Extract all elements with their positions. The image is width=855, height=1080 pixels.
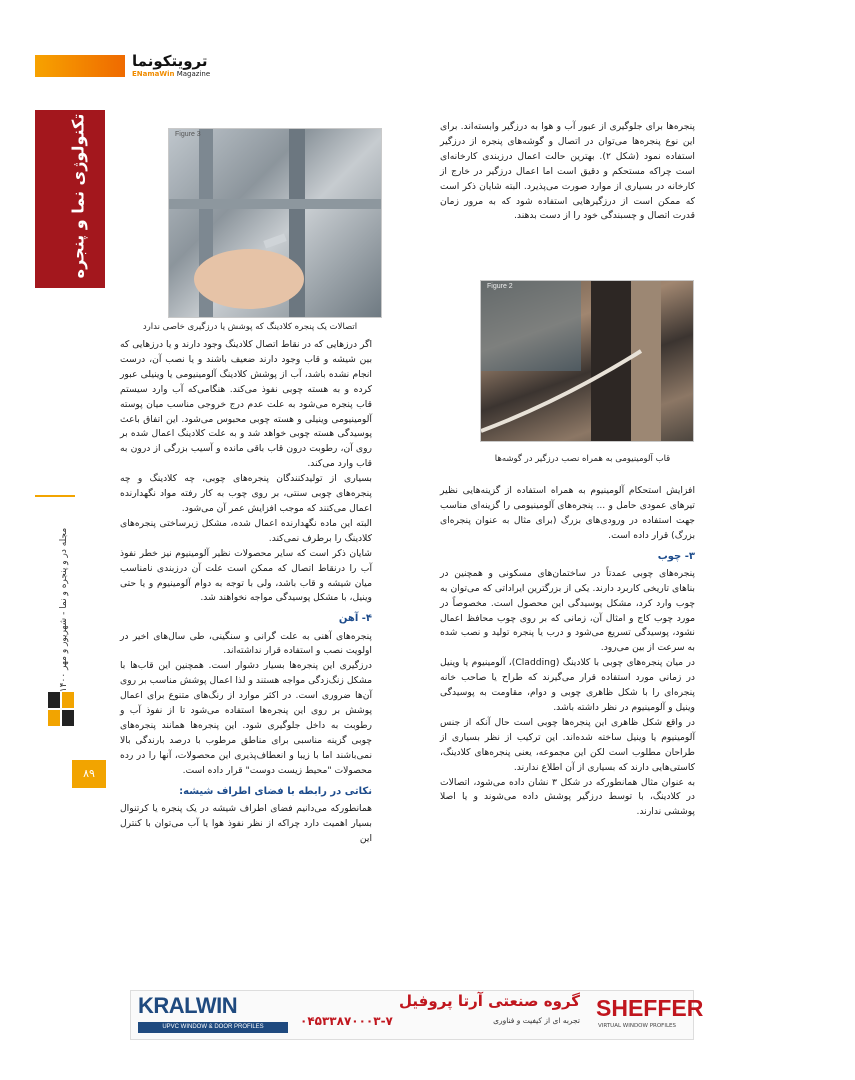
- page-number: ۸۹: [72, 760, 106, 788]
- logo-latin-suffix: Magazine: [174, 70, 211, 78]
- ad-title: گروه صنعتی آرتا پروفیل: [399, 992, 580, 1010]
- paragraph: در واقع شکل ظاهری این پنجره‌ها چوبی است حال آنکه از جنس آلومینیوم یا وینیل ساخته شده‌اند. این ترکیب از نظر بسیاری از طراحان مطلوب است لکن این مجموعه، یعنی پنجره‌های کلادینگ، کاستی‌هایی دارند که بسیاری از آن اطلاع ندارند.: [440, 716, 695, 773]
- magazine-logo-latin: [132, 70, 210, 78]
- logo-latin-name: ENamaWin: [132, 70, 175, 78]
- figure-3-illustration: [169, 129, 381, 317]
- figure-2-label: Figure 2: [487, 283, 513, 290]
- figure-3-label: Figure 3: [175, 131, 201, 138]
- figure-3-caption: اتصالات یک پنجره کلادینگ که پوشش یا درزگیری خاصی ندارد: [142, 322, 358, 332]
- figure-2-illustration: [481, 281, 693, 441]
- paragraph: بسیاری از تولیدکنندگان پنجره‌های چوبی، چه کلادینگ و چه پنجره‌های چوبی سنتی، بر روی چوب به کار رفته مواد نگهدارنده اعمال می‌کنند که موجب افزایش عمر آن می‌شود.: [120, 473, 372, 514]
- figure-2-caption: قاب آلومینیومی به همراه نصب درزگیر در گوشه‌ها: [494, 454, 671, 464]
- paragraph: در میان پنجره‌های چوبی با کلادینگ (Cladding)، آلومینیوم یا وینیل در زمانی مورد استفاده قرار می‌گیرند که طراح یا صاحب خانه پنجره‌ای را با شکل ظاهری چوبی و دوام، مقاومت به پوسیدگی وینیل و آلومینیوم در نظر داشته باشد.: [440, 657, 695, 713]
- paragraph: البته این ماده نگهدارنده اعمال شده، مشکل زیرساختی پنجره‌های کلادینگ را برطرف نمی‌کند.: [120, 517, 372, 544]
- paragraph: درزگیری این پنجره‌ها بسیار دشوار است. همچنین این قاب‌ها با مشکل زنگ‌زدگی مواجه هستند و لذا اعمال پوشش مناسب بر روی آن‌ها ضروری است. در اکثر موارد از رنگ‌های متنوع برای اعمال پوشش بر روی این پنجره‌ها استفاده می‌شود تا از نفوذ آب و رطوبت به داخل جلوگیری شود. این پنجره‌ها همانند پنجره‌های چوبی گزینه مناسبی برای مناطق مرطوب با درصد بارندگی بالا نمی‌باشند اما با زیبا و انعطاف‌پذیری این محصولات، آنها را در رده محصولات "محیط زیست دوست" قرار داده است.: [120, 660, 372, 776]
- magazine-logo: ترویتکونما: [132, 52, 208, 70]
- paragraph: پنجره‌ها برای جلوگیری از عبور آب و هوا به درزگیر وابسته‌اند. برای این نوع پنجره‌ها می‌توان در اتصال و گوشه‌های پنجره از درزگیر استفاده نمود (شکل ۲). بهترین حالت اعمال درزبندی کارخانه‌ای است چراکه مستحکم و دقیق است اما اعمال درزگیر در خارج از کارخانه در بسیاری از موارد صورت می‌پذیرد. البته شایان ذکر است که ممکن است از درزگیرهایی استفاده شود که به مرور زمان قدرت اتصال و چسبندگی خود را از دست بدهند.: [440, 121, 695, 222]
- paragraph: به عنوان مثال همانطورکه در شکل ۳ نشان داده می‌شود، اتصالات در کلادینگ، با توسط درزگیر پوشش داده می‌شوند و یا اصلا پوششی ندارند.: [440, 776, 695, 818]
- article-column-right: [440, 484, 695, 820]
- figure-2-image: [480, 280, 694, 442]
- header-accent-bar: [35, 55, 125, 77]
- kralwin-logo: KRALWIN: [138, 993, 238, 1018]
- ad-subtitle: تجربه ای از کیفیت و فناوری: [493, 1016, 580, 1025]
- paragraph: شایان ذکر است که سایر محصولات نظیر آلومینیوم نیز خطر نفوذ آب را درنقاط اتصال که ممکن است علت آن درزبندی نامناسب میان شیشه و قاب باشد، ولی با توجه به دوام آلومینیوم و یا حتی وینیل، با مشکل پوسیدگی مواجه نخواهند شد.: [120, 547, 372, 604]
- sheffer-logo: SHEFFER: [596, 995, 704, 1021]
- paragraph: پنجره‌های آهنی به علت گرانی و سنگینی، طی سال‌های اخیر در اولویت نصب و استفاده قرار ندا‌شته‌اند.: [120, 630, 372, 657]
- sheffer-tagline: VIRTUAL WINDOW PROFILES: [598, 1023, 676, 1029]
- ad-phone-number: ۰۴۵۳۳۸۷۰۰۰۳-۷: [300, 1014, 393, 1028]
- section-heading-glass-notes: نکاتی در رابطه با فضای اطراف شیشه:: [179, 785, 372, 797]
- sidebar-accent-line: [35, 495, 75, 497]
- paragraph: پنجره‌های چوبی عمدتاً در ساختمان‌های مسکونی و همچنین در بناهای تاریخی کاربرد دارند. یکی از بزرگترین ایراداتی که می‌توان به چوب وارد کرد، مشکل پوسیدگی این محصول است. مخصوصاً در مورد چوب کاج و امثال آن، زمانی که بر روی چوب محافظ اعمال نشود، پوسیدگی تسریع می‌شود و درب یا پنجره تولید و نصب شده به سرعت از بین می‌رود.: [440, 567, 695, 654]
- window-logo-icon: [46, 690, 76, 730]
- paragraph: همانطورکه می‌دانیم فضای اطراف شیشه در یک پنجره یا کرتنوال بسیار اهمیت دارد چراکه از نظر نفوذ هوا یا آب می‌توان با کنترل این: [120, 802, 372, 844]
- paragraph: اگر درزهایی که در نقاط اتصال کلادینگ وجود دارند و یا درزهایی که بین شیشه و قاب وجود دارند ضعیف باشند و یا نصب آن، درست انجام نشده باشد، آب از پوشش کلادینگ آلومینیومی یا وینیلی عبور کرده و به هسته چوبی نفوذ می‌کند. هنگامی‌که آب وارد سیستم قاب پنجره می‌شود به علت عدم درج خروجی مناسب میان پوسته آلومینیومی وینیلی و هسته چوبی محبوس می‌شود. این اتفاق باعث پوسیدگی هسته چوبی خواهد شد و به علت کلادینگ اعمال شده بر روی آن، رطوبت درون قاب باقی مانده و آسیب بزرگی از درون به قاب وارد می‌کند.: [120, 339, 372, 470]
- article-column-left: [120, 338, 372, 846]
- section-heading-wood: ۳- چوب: [657, 550, 695, 562]
- article-column-right-top: [440, 120, 695, 224]
- section-heading-iron: ۴- آهن: [338, 613, 372, 625]
- magazine-issue-line: مجله در و پنجره و نما - شهریور و مهر ۱۴۰۰: [59, 527, 69, 693]
- figure-3-image: [168, 128, 382, 318]
- section-title: تکنولوژی نما و پنجره: [68, 113, 88, 279]
- paragraph: افزایش استحکام آلومینیوم به همراه استفاده از گزینه‌هایی نظیر تیرهای عمودی حامل و ... پنجره‌های آلومینیومی را گزینه‌ای مناسب جهت استفاده در ورودی‌های بزرگ (برای مثال به عنوان پنجره‌ای بزرگ) قرار داده است.: [440, 485, 695, 541]
- kralwin-tagline: UPVC WINDOW & DOOR PROFILES: [138, 1022, 288, 1033]
